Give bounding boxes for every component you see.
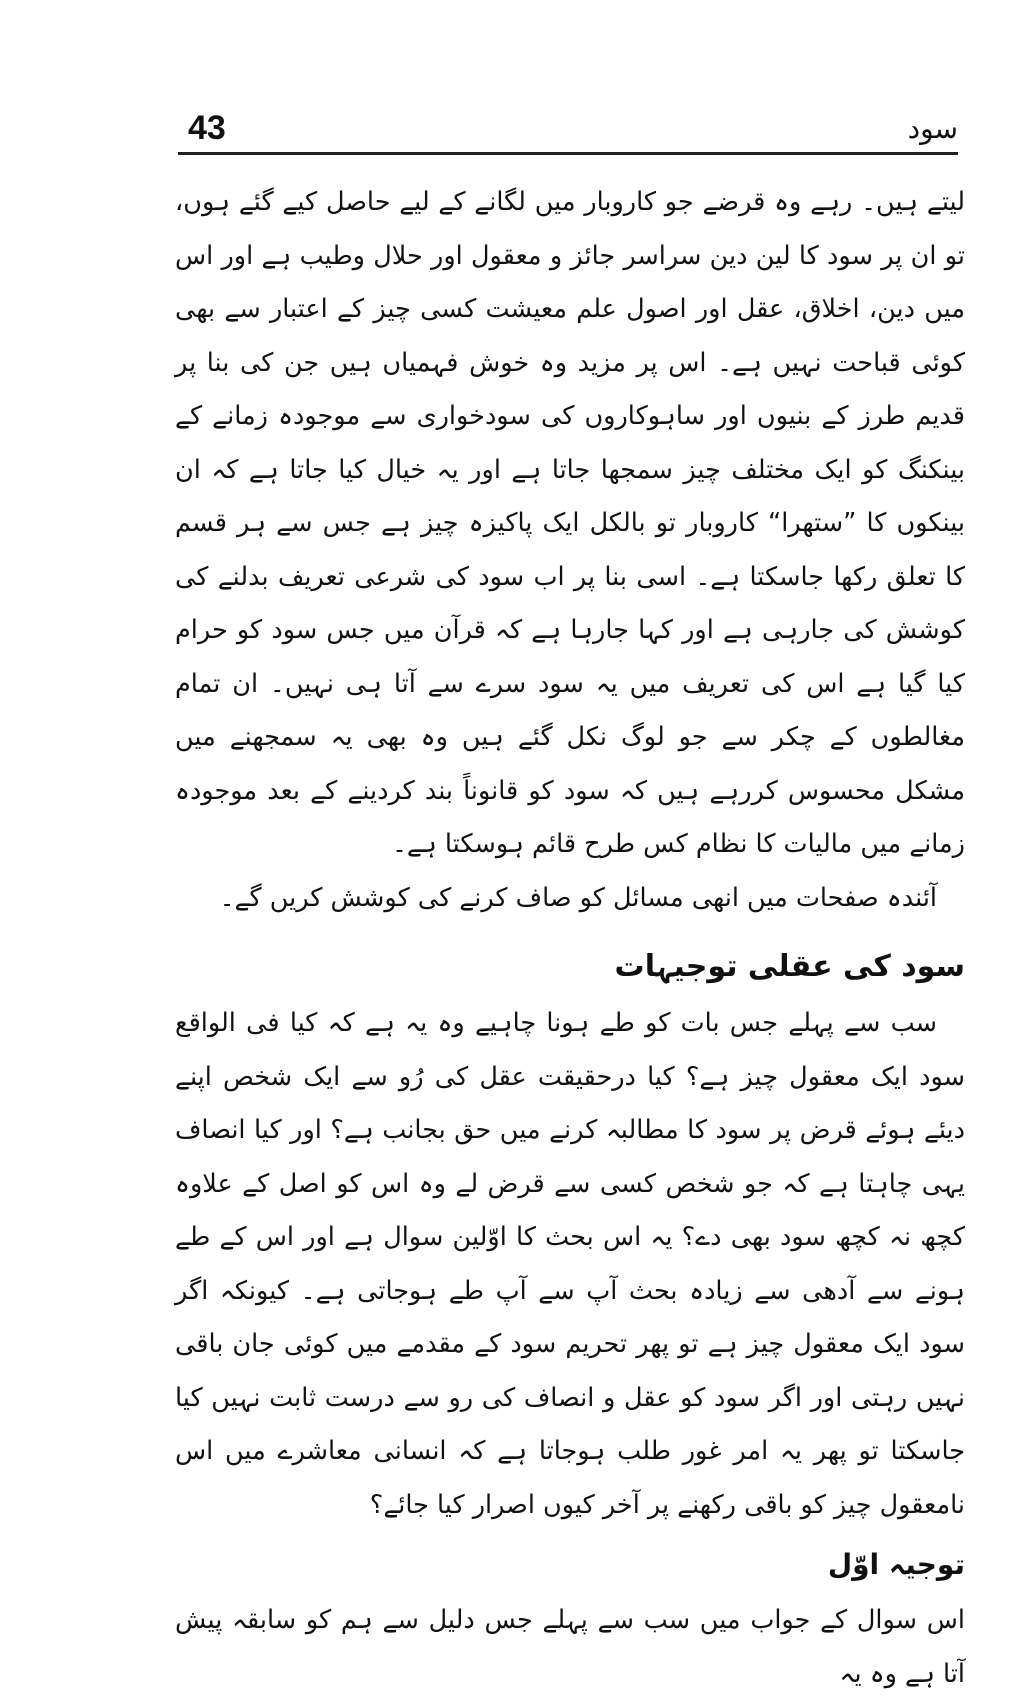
page-header: [178, 108, 958, 156]
body-paragraph-1: لیتے ہیں۔ رہے وہ قرضے جو کاروبار میں لگانے کے لیے حاصل کیے گئے ہوں، تو ان پر سود کا لین دین سراسر جائز و معقول اور حلال وطیب ہے اور اس میں دین، اخلاق، عقل اور اصول علم معیشت کسی چیز کے اعتبار سے بھی کوئی قباحت نہیں ہے۔ اس پر مزید وہ خوش فہمیاں ہیں جن کی بنا پر قدیم طرز کے بنیوں اور ساہوکاروں کی سودخواری سے موجودہ زمانے کے بینکنگ کو ایک مختلف چیز سمجھا جاتا ہے اور یہ خیال کیا جاتا ہے کہ ان بینکوں کا ”ستھرا“ کاروبار تو بالکل ایک پاکیزہ چیز ہے جس سے ہر قسم کا تعلق رکھا جاسکتا ہے۔ اسی بنا پر اب سود کی شرعی تعریف بدلنے کی کوشش کی جارہی ہے اور کہا جارہا ہے کہ قرآن میں جس سود کو حرام کیا گیا ہے اس کی تعریف میں یہ سود سرے سے آتا ہی نہیں۔ ان تمام مغالطوں کے چکر سے جو لوگ نکل گئے ہیں وہ بھی یہ سمجھنے میں مشکل محسوس کررہے ہیں کہ سود کو قانوناً بند کردینے کے بعد موجودہ زمانے میں مالیات کا نظام کس طرح قائم ہوسکتا ہے۔: [175, 187, 965, 859]
page-body: [175, 176, 965, 1701]
body-paragraph-2: آئندہ صفحات میں انھی مسائل کو صاف کرنے کی کوشش کریں گے۔: [219, 882, 937, 913]
running-title: سود: [907, 112, 958, 145]
page-number: 43: [188, 109, 226, 147]
final-paragraph: اس سوال کے جواب میں سب سے پہلے جس دلیل سے ہم کو سابقہ پیش آتا ہے وہ یہ: [175, 1605, 965, 1689]
header-rule: [178, 152, 958, 155]
section-paragraph: سب سے پہلے جس بات کو طے ہونا چاہیے وہ یہ ہے کہ کیا فی الواقع سود ایک معقول چیز ہے؟ کیا درحقیقت عقل کی رُو سے ایک شخص اپنے دیئے ہوئے قرض پر سود کا مطالبہ کرنے میں حق بجانب ہے؟ اور کیا انصاف یہی چاہتا ہے کہ جو شخص کسی سے قرض لے وہ اس کو اصل کے علاوہ کچھ نہ کچھ سود بھی دے؟ یہ اس بحث کا اوّلین سوال ہے اور اس کے طے ہونے سے آدھی سے زیادہ بحث آپ سے آپ طے ہوجاتی ہے۔ کیونکہ اگر سود ایک معقول چیز ہے تو پھر تحریم سود کے مقدمے میں کوئی جان باقی نہیں رہتی اور اگر سود کو عقل و انصاف کی رو سے درست ثابت نہیں کیا جاسکتا تو پھر یہ امر غور طلب ہوجاتا ہے کہ انسانی معاشرے میں اس نامعقول چیز کو باقی رکھنے پر آخر کیوں اصرار کیا جائے؟: [175, 1008, 965, 1520]
section-heading: سود کی عقلی توجیہات: [614, 949, 965, 984]
subheading: توجیہ اوّل: [827, 1548, 965, 1581]
